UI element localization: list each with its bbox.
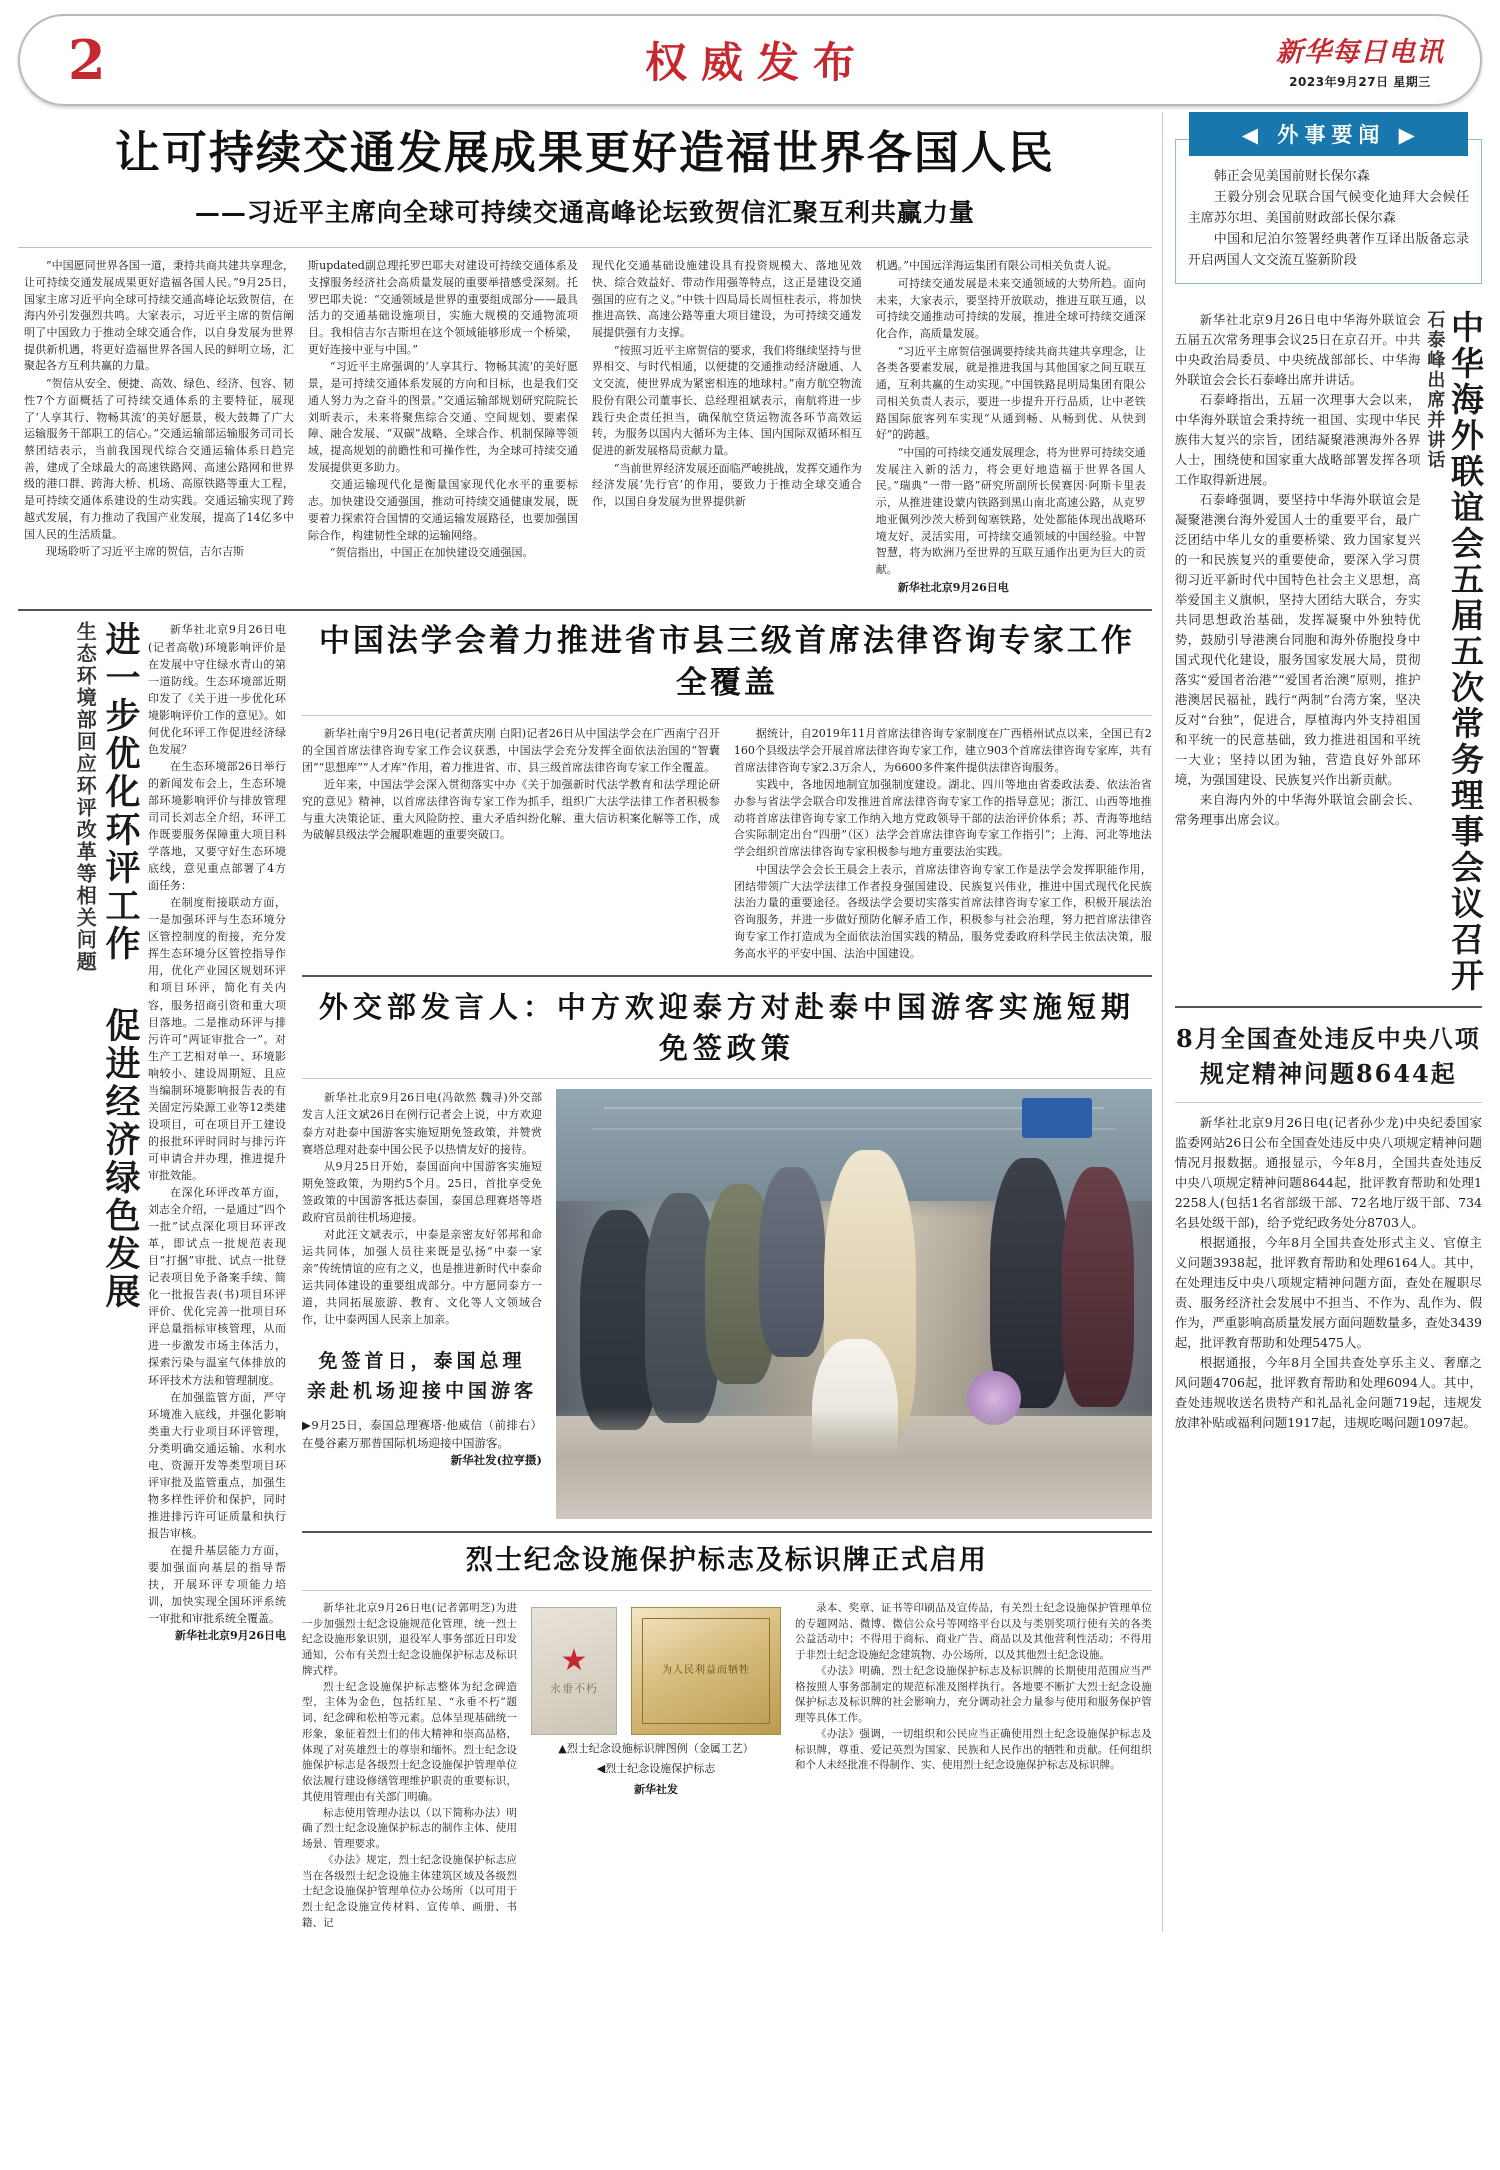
paragraph: “按照习近平主席贺信的要求，我们将继续坚持与世界相交、与时代相通，以便捷的交通推动经济融通、人文交流，使世界成为紧密相连的地球村。”南方航空物流股份有限公司董事长、总经理祖斌表示，南航将进一步践行央企责任担当，确保航空货运物流各环节高效运转，为服务以国内大循环为主体、国内国际双循环相互促进的新发展格局贡献力量。 — [591, 343, 862, 457]
paragraph: 机遇。”中国远洋海运集团有限公司相关负责人说。 — [875, 259, 1118, 273]
mofa-text-col — [302, 1089, 542, 1519]
paragraph: 交通运输现代化是衡量国家现代化水平的重要标志。加快建设交通强国，推动可持续交通健康发展，既要着力探索符合国情的交通运输发展路径，也要加强国际合作，构建韧性全球的运输网络。 — [307, 478, 578, 542]
left-arrow-icon: ◀ — [1241, 122, 1265, 147]
lead-columns — [18, 258, 1152, 597]
crowd-figure — [1062, 1167, 1134, 1407]
section-divider — [302, 975, 1152, 977]
martyrs-col-left — [302, 1601, 517, 1932]
paragraph: 斯updated副总理托罗巴耶夫对建设可持续交通体系及支撑服务经济社会高质量发展的重要举措感受深刻。托罗巴耶夫说：“交通领域是世界的重要组成部分——最具活力的交通基础设施项目，实施大规模的交通物流项目。我相信吉尔吉斯坦在这个领域能够形成一个桥梁，更好连接中亚与中国。” — [307, 259, 578, 356]
lead-col-3 — [592, 258, 862, 597]
foreign-affairs-item[interactable]: 王毅分别会见联合国气候变化迪拜大会候任主席苏尔坦、美国前财政部长保尔森 — [1187, 190, 1469, 227]
paragraph: 标志使用管理办法以（以下简称办法）明确了烈士纪念设施保护标志的制作主体、使用场景、管理要求。 — [302, 1806, 517, 1851]
law-society-headline: 中国法学会着力推进省市县三级首席法律咨询专家工作全覆盖 — [318, 623, 1135, 702]
paragraph: 根据通报，今年8月全国共查处形式主义、官僚主义问题3938起，批评教育帮助和处理6164人。其中，在处理违反中央八项规定精神问题方面，查处在履职尽责、服务经济社会发展中不担当、不作为、乱作为、假作为，严重影响高质量发展方面问题数量多，查处3439起，批评教育帮助和处理5475人。 — [1174, 1234, 1482, 1350]
paragraph: “当前世界经济发展还面临严峻挑战，发挥交通作为经济发展‘先行官’的作用，要致力于推动全球交通合作，以国自身发展为世界提供新 — [591, 461, 862, 509]
plaque-inscription: 永垂不朽 — [550, 1681, 598, 1695]
overseas-assoc-subheadline: 石泰峰出席并讲话 — [1424, 310, 1446, 471]
gold-identification-board — [631, 1607, 781, 1735]
section-title: 权威发布 — [644, 38, 869, 87]
crowd-figure — [759, 1167, 825, 1357]
photo-title-line2: 亲赴机场迎接中国游客 — [306, 1380, 537, 1403]
paragraph: 新华社北京9月26日电(记者孙少龙)中央纪委国家监委网站26日公布全国查处违反中央八项规定精神问题情况月报数据。通报显示，今年8月，全国共查处违反中央八项规定精神问题8644起，批评教育帮助和处理12258人(包括1名省部级干部、72名地厅级干部、734名县处级干部)，给予党纪政务处分8703人。 — [1174, 1114, 1482, 1230]
main-zone — [18, 112, 1152, 1932]
paragraph: 石泰峰指出，五届一次理事大会以来，中华海外联谊会秉持统一祖国、实现中华民族伟大复兴的宗旨，团结凝聚港澳海外各界人士，围绕使和国家重大战略部署发挥各项工作取得新进展。 — [1174, 392, 1421, 488]
lead-subheadline: ——习近平主席向全球可持续交通高峰论坛致贺信汇聚互利共赢力量 — [194, 198, 975, 228]
eia-article — [18, 621, 286, 1931]
crowd-figure — [990, 1158, 1068, 1408]
eia-signoff: 新华社北京9月26日电 — [175, 1629, 286, 1643]
foreign-affairs-list — [1175, 139, 1482, 284]
paragraph: 新华社北京9月26日电中华海外联谊会五届五次常务理事会议25日在京召开。中共中央政治局委员、中央统战部部长、中华海外联谊会会长石泰峰出席并讲话。 — [1174, 312, 1421, 388]
law-society-rule — [302, 715, 1152, 716]
issue-date: 2023年9月27日 星期三 — [1289, 75, 1431, 89]
paragraph: 新华社南宁9月26日电(记者黄庆刚 白阳)记者26日从中国法学会在广西南宁召开的全国首席法律咨询专家工作会议获悉，中国法学会充分发挥全面依法治国的“智囊团”“思想库”“人才库”作用，着力推进省、市、县三级首席法律咨询专家工作全覆盖。 — [302, 727, 720, 774]
martyrs-col-right — [795, 1601, 1152, 1932]
protection-marker-graphic — [531, 1607, 617, 1735]
right-rail — [1162, 112, 1485, 1932]
section-divider — [1175, 1006, 1482, 1008]
overseas-assoc-article — [1174, 310, 1485, 995]
paragraph: 新华社北京9月26日电(记者高敬)环境影响评价是在发展中守住绿水青山的第一道防线。生态环境部近期印发了《关于进一步优化环境影响评价工作的意见》。如何优化环评工作促进经济绿色发展？ — [148, 623, 286, 756]
lead-col-2 — [308, 258, 578, 597]
brand-name: 新华每日电讯 — [1276, 37, 1444, 68]
paragraph: 中国法学会会长王晨会上表示，首席法律咨询专家工作是法学会发挥职能作用，团结带领广大法学法律工作者投身强国建设、民族复兴伟业，推进中国式现代化民族法治力量的重要途径。各级法学会要切实落实首席法律咨询专家工作，积极开展法治咨询服务，并进一步做好预防化解矛盾工作，积极参与社会治理，努力把首席法律咨询专家工作打造成为全面依法治国实践的精品，服务党委政府科学民主依法决策，服务高水平的平安中国、法治中国建设。 — [733, 862, 1152, 960]
foreign-affairs-item[interactable]: 中国和尼泊尔签署经典著作互译出版备忘录 开启两国人文交流互鉴新阶段 — [1187, 232, 1469, 269]
lead-story — [18, 112, 1152, 235]
paragraph: 新华社北京9月26日电(记者郭明芝)为进一步加强烈士纪念设施规范化管理，统一烈士纪念设施形象识别，退役军人事务部近日印发通知，公布有关烈士纪念设施保护标志及标识牌式样。 — [302, 1601, 517, 1677]
paragraph: 烈士纪念设施保护标志整体为纪念碑造型，主体为金色，包括红星、“永垂不朽”题词、纪念碑和松柏等元素。总体呈现基础统一形象，象征着烈士们的伟大精神和崇高品格，体现了对英雄烈士的尊崇和缅怀。烈士纪念设施保护标志是各级烈士纪念设施保护管理单位依法履行建设修缮管理维护职责的重要标识，其使用管理由有关部门明确。 — [302, 1680, 517, 1803]
paragraph: 实践中，各地因地制宜加强制度建设。湖北、四川等地由省委政法委、依法治省办参与省法学会联合印发推进首席法律咨询专家工作的指导意见；浙江、山西等地推动将首席法律咨询专家工作纳入地方党政领导干部的法治评价体系；苏、青海等地结合实际制定出台“四册”（区）法学会首席法律咨询专家工作指引”；上海、河北等地法学会组织首席法律咨询专家积极参与地方重要法治实践。 — [733, 778, 1152, 859]
martyrs-body — [302, 1601, 1152, 1932]
paragraph: 在深化环评改革方面，刘志全介绍，一是通过“四个一批”试点深化项目环评改革，即试点一批规范表现目“打捆”审批、试点一批登记表项目免予备案手续、简化一批报告表(书)项目环评评价、优化完善一批项目环评总量指标审核管理，从而进一步激发市场主体活力，探索污染与温室气体排放的环评技术方法和管理制度。 — [148, 1186, 286, 1387]
lead-col-4 — [876, 258, 1146, 597]
emblem-row — [531, 1607, 781, 1735]
paragraph: 从9月25日开始，泰国面向中国游客实施短期免签政策，为期约5个月。25日，首批享受免签政策的中国游客抵达泰国，泰国总理赛塔等塔政府官员前往机场迎接。 — [302, 1159, 542, 1224]
paragraph: 据统计，自2019年11月首席法律咨询专家制度在广西梧州试点以来，全国已有2160个县级法学会开展首席法律咨询专家工作，建立903个首席法律咨询专家库，共有首席法律咨询专家2.3万余人，为6600多件案件提供法律咨询服务。 — [733, 727, 1152, 774]
paragraph: 在提升基层能力方面，要加强面向基层的指导帮扶，开展环评专项能力培训，加快实现全国环评系统一审批和审批系统全覆盖。 — [148, 1544, 286, 1626]
foreign-affairs-banner — [1189, 112, 1468, 156]
foreign-affairs-item[interactable]: 韩正会见美国前财长保尔森 — [1213, 169, 1370, 184]
foreign-affairs-module — [1175, 112, 1482, 284]
paragraph: 《办法》强调，一切组织和公民应当正确使用烈士纪念设施保护标志及标识牌，尊重、爱记英烈为国家、民族和人民作出的牺牲和贡献。任何组织和个人未经批准不得制作、实、使用烈士纪念设施保护标志及标识牌。 — [795, 1727, 1152, 1772]
lead-signoff: 新华社北京9月26日电 — [897, 580, 1009, 594]
discipline-headline: 8月全国查处违反中央八项规定精神问题8644起 — [1176, 1024, 1481, 1089]
law-society-col-left — [302, 726, 720, 963]
emblem-caption-b: ◀烈士纪念设施保护标志 — [596, 1762, 716, 1776]
paragraph: 在加强监管方面，严守环境准入底线，并强化影响类重大行业项目环评管理，分类明确交通运输、水利水电、资源开发等类型项目环评审批及监管重点，加强生物多样性评价和保护，同时推进排污许可证质量和执行报告审核。 — [148, 1390, 286, 1540]
photo-title-line1: 免签首日，泰国总理 — [318, 1350, 526, 1373]
overseas-assoc-headline: 中华海外联谊会五届五次常务理事会议召开 — [1446, 310, 1485, 995]
paragraph: 近年来，中国法学会深入贯彻落实中办《关于加强新时代法学教育和法学理论研究的意见》精神，以首席法律咨询专家工作为抓手，组织广大法学法律工作者积极参与重大决策论证、重大风险防控、重大矛盾纠纷化解、重大信访积案化解等工作，成为破解县级法学会履职难题的重要突破口。 — [302, 778, 720, 842]
mid-band — [18, 621, 1152, 1931]
paragraph: “中国的可持续交通发展理念，将为世界可持续交通发展注入新的活力，将会更好地造福于世界各国人民。”瑞典“一带一路”研究所副所长侯赛因·阿斯卡里表示，从推进建设蒙内铁路到黑山南北高速公路，从克罗地亚佩列沙茨大桥到匈塞铁路，处处都能体现出战略环境友好、灵活实用，可持续交通领域的中国经验。中智智慧，将为欧洲乃至世界的互联互通作出更为巨大的贡献。 — [875, 446, 1146, 577]
paragraph: 在制度衔接联动方面，一是加强环评与生态环境分区管控制度的衔接，充分发挥生态环境分区管控指导作用，优化产业园区规划环评和项目环评，简化有关内容，服务招商引资和重大项目落地。二是推动环评与排污许可“两证审批合一”。对生产工艺相对单一、环境影响较小、建设周期短、且应当编制环境影响报告表的有关固定污染源工业等12类建设项目，可在项目开工建设的报批环评时同时与排污许可申请合并办理，推进提升审批效能。 — [148, 896, 286, 1182]
law-society-columns — [302, 726, 1152, 963]
paragraph: 现场聆听了习近平主席的贺信，吉尔吉斯 — [46, 545, 244, 559]
center-stack — [302, 621, 1152, 1931]
identification-sign-graphic — [631, 1607, 781, 1735]
discipline-article — [1175, 1022, 1482, 1433]
lead-headline: 让可持续交通发展成果更好造福世界各国人民 — [114, 126, 1055, 179]
section-divider — [302, 1531, 1152, 1533]
paragraph: “中国愿同世界各国一道，秉持共商共建共享理念，让可持续交通发展成果更好造福各国人民。”9月25日，国家主席习近平向全球可持续交通高峰论坛致贺信，在海内外引发强烈共鸣。大家表示，习近平主席的贺信阐明了中国致力于推动全球交通合作，以自身发展为世界提供新机遇，将更好造福世界各国人民的鲜明立场，汇聚起各方互利共赢的力量。 — [24, 259, 294, 373]
board-inscription: 为人民利益而牺牲 — [642, 1618, 770, 1724]
paragraph: 新华社北京9月26日电(冯歆然 魏寻)外交部发言人汪文斌26日在例行记者会上说，中方欢迎泰方对赴泰中国游客实施短期免签政策，并赞赏赛塔总理对赴泰中国公民予以热情友好的接待。 — [302, 1091, 542, 1156]
paragraph: 来自海内外的中华海外联谊会副会长、常务理事出席会议。 — [1174, 792, 1421, 828]
emblem-credit: 新华社发 — [634, 1782, 678, 1796]
eia-headline: 进一步优化环评工作 促进经济绿色发展 — [100, 621, 141, 1312]
martyrs-emblems — [531, 1601, 781, 1932]
mofa-body — [302, 1089, 1152, 1519]
lead-col-1 — [24, 258, 294, 597]
paragraph: 可持续交通发展是未来交通领域的大势所趋。面向未来，大家表示，要坚持开放联动，推进互联互通，以可持续交通推动可持续的发展，推进全球可持续交通深化合作，高质量发展。 — [875, 276, 1146, 340]
discipline-rule — [1175, 1102, 1482, 1103]
mofa-headline: 外交部发言人：中方欢迎泰方对赴泰中国游客实施短期免签政策 — [318, 990, 1135, 1065]
law-society-col-right — [734, 726, 1152, 963]
child-figure — [812, 1339, 898, 1509]
lead-rule — [18, 247, 1152, 248]
masthead — [18, 14, 1482, 106]
paragraph: “贺信指出，中国正在加快建设交通强国。 — [329, 546, 534, 560]
paragraph: 《办法》规定，烈士纪念设施保护标志应当在各级烈士纪念设施主体建筑区域及各级烈士纪念设施保护管理单位办公场所（以可用于烈士纪念设施宣传材料、宣传单、画册、书籍、记 — [302, 1853, 517, 1929]
overseas-assoc-headline-block — [1424, 310, 1485, 995]
page-number: 2 — [68, 28, 106, 92]
paragraph: “习近平主席贺信强调要持续共商共建共享理念，让各类各要素发展，就是推进我国与其他国家之间互联互通，互利共赢的生动实现。”中国铁路昆明局集团有限公司相关负责人表示，要进一步提升开行品质，让中老铁路国际旅客列车实现“从通到畅、从畅到优、从快到好”的跨越。 — [875, 344, 1146, 442]
red-star-icon: ★ — [560, 1642, 588, 1678]
paragraph: 现代化交通基础设施建设具有投资规模大、落地见效快、综合效益好、带动作用强等特点，这正是建设交通强国的应有之义。”中铁十四局局长周恒柱表示，将加快推进高铁、高速公路等重大项目建设，为可持续交通发展提供强有力支撑。 — [591, 259, 862, 339]
paragraph: 根据通报，今年8月全国共查处享乐主义、奢靡之风问题4706起，批评教育帮助和处理6094人。其中，查处违规收送名贵特产和礼品礼金问题719起，违规发放津补贴或福利问题1917起，违规吃喝问题1097起。 — [1174, 1354, 1482, 1430]
paragraph: 石泰峰强调，要坚持中华海外联谊会是凝聚港澳台海外爱国人士的重要平台，最广泛团结中华儿女的重要桥梁、致力国家复兴的一和民族复兴的重要使命，要深入学习贯彻习近平新时代中国特色社会主义思想，高举爱国主义旗帜，坚持大团结大联合，夯实共同思想政治基础，发挥凝聚中外独特优势，鼓励引导港澳台同胞和海外侨胞投身中国式现代化建设，服务国家发展大局，贯彻落实“爱国者治港”“爱国者治澳”原则，推护港澳居民福祉，践行“两制”台湾方案，坚决反对“台独”，促进合，厚植海内外支持祖国和平统一的民意基础，致力推进祖国和平统一大业；坚持以团为轴，营造良好外部环境，为强国建设、民族复兴作出新贡献。 — [1174, 492, 1421, 788]
right-arrow-icon: ▶ — [1398, 122, 1421, 147]
overseas-assoc-body — [1175, 310, 1421, 994]
foreign-affairs-banner-label: 外事要闻 — [1277, 122, 1386, 147]
mofa-photo-frame — [556, 1089, 1152, 1519]
eia-headline-block — [18, 621, 141, 1931]
airport-sign — [1022, 1098, 1092, 1138]
page-body — [18, 112, 1485, 1932]
mofa-rule — [302, 1078, 1152, 1079]
section-divider — [18, 609, 1152, 611]
flower-bouquet — [967, 1371, 1021, 1425]
photo-caption: ▶9月25日，泰国总理赛塔·他威信（前排右）在曼谷素万那普国际机场迎接中国游客。 — [302, 1417, 542, 1450]
paragraph: 对此汪文斌表示，中泰是亲密友好邻邦和命运共同体，加强人员往来既是弘扬“中泰一家亲”传统情谊的应有之义，也是推进新时代中泰命运共同体建设的重要组成部分。中方愿同泰方一道，共同拓展旅游、教育、文化等人文领域合作，让中泰两国人民亲上加亲。 — [302, 1227, 542, 1327]
paragraph: 录本、奖章、证书等印刷品及宣传品，有关烈士纪念设施保护管理单位的专题网站、微博、微信公众号等网络平台以及与类别奖项行使有关的各类公益活动中；不得用于商标、商业广告、商品以及其他营利性活动；不得用于非烈士纪念设施纪念建筑物、办公场所，以及其他烈士纪念设施。 — [795, 1601, 1152, 1662]
eia-body — [148, 621, 286, 1931]
paragraph: “贺信从安全、便捷、高效、绿色、经济、包容、韧性7个方面概括了可持续交通体系的主要特征，展现了‘人享其行、物畅其流’的美好愿景，极大鼓舞了广大运输服务干部职工的信心。”交通运输部运输服务司司长蔡团结表示，当前我国现代综合交通运输体系日趋完善，建成了全球最大的高速铁路网、高速公路网和世界级的港口群、跨海大桥、机场、高原铁路等重大工程，是可持续交通体系建设的生动实践。交通运输实现了跨越式发展，有力推动了我国产业发展，提高了14亿多中国人民的生活质量。 — [24, 377, 294, 541]
paragraph: “习近平主席强调的‘人享其行、物畅其流’的美好愿景，是可持续交通体系发展的方向和目标，也是我们交通人努力为之奋斗的图景。”交通运输部规划研究院院长刘昕表示，未来将聚焦综合交通、空间规划、要素保障、融合发展、“双碳”战略、全球合作、机制保障等领域，提高规划的前瞻性和可操作性，为全球可持续交通发展提供更多助力。 — [307, 360, 578, 474]
paragraph: 《办法》明确，烈士纪念设施保护标志及标识牌的长期使用范围应当严格按照人事务部制定的规范标准及图样执行。各地要不断扩大烈士纪念设施保护标志及标识牌的社会影响力，充分调动社会力量参与使用和服务保护管理等具体工作。 — [795, 1664, 1152, 1725]
memorial-monument-plaque — [531, 1607, 617, 1735]
martyrs-headline: 烈士纪念设施保护标志及标识牌正式启用 — [465, 1545, 988, 1577]
airport-welcome-photo — [556, 1089, 1152, 1519]
emblem-caption-a: ▲烈士纪念设施标识牌图例（金属工艺） — [558, 1741, 754, 1755]
brand-block — [1276, 30, 1444, 90]
photo-credit: 新华社发(拉亨摄) — [450, 1453, 542, 1468]
martyrs-rule — [302, 1590, 1152, 1591]
paragraph: 在生态环境部26日举行的新闻发布会上，生态环境部环境影响评价与排放管理司司长刘志全介绍，环评工作既要服务保障重大项目科学落地，又要守好生态环境底线，意见重点部署了4方面任务： — [148, 759, 286, 893]
eia-subheadline: 生态环境部回应环评改革等相关问题 — [73, 621, 98, 974]
